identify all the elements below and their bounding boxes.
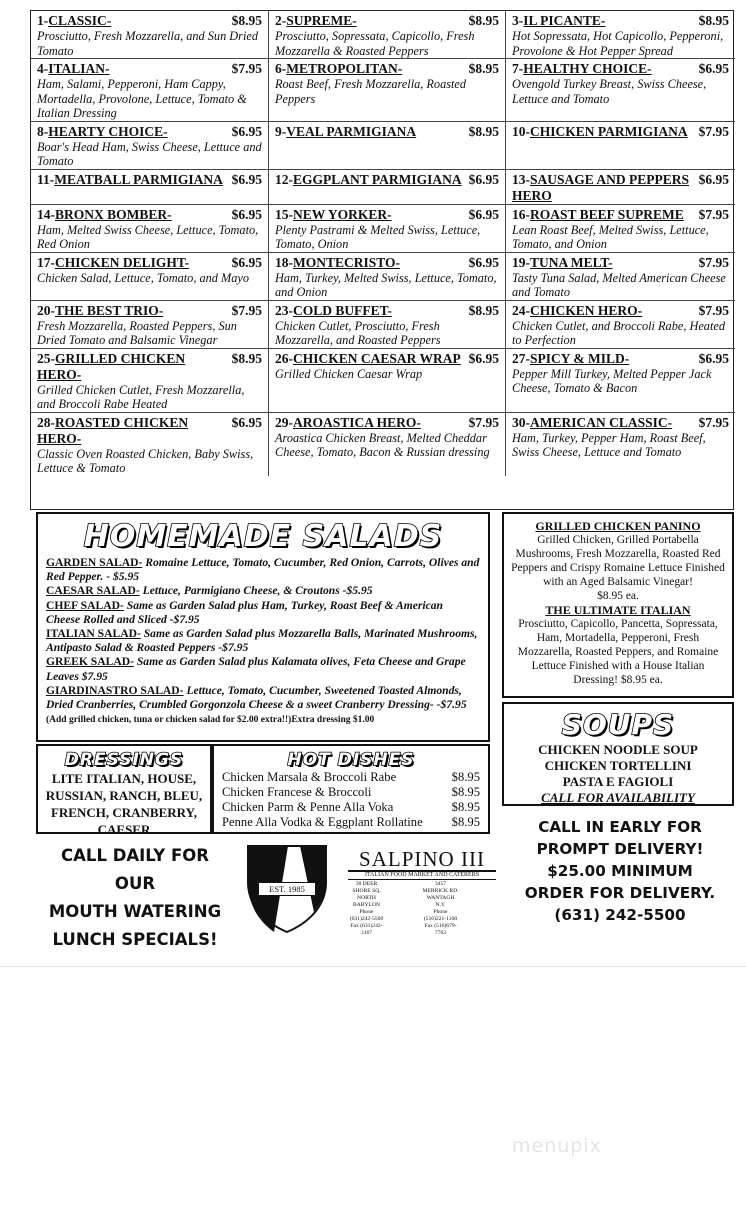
store-name: SALPINO III xyxy=(348,848,496,872)
menu-item-desc: Roast Beef, Fresh Mozzarella, Roasted Peppers xyxy=(275,77,467,106)
lunch-line: LUNCH SPECIALS! xyxy=(52,930,218,949)
menu-item-name xyxy=(512,207,684,223)
menu-item-name xyxy=(37,303,163,319)
salad-desc: Romaine Lettuce, Tomato, Cucumber, Red Onion, Carrots, Olives and Red Pepper. - $5.95 xyxy=(46,556,480,584)
menu-item-price: $7.95 xyxy=(698,254,729,270)
menu-item xyxy=(31,301,269,349)
salads-title: HOMEMADE SALADS xyxy=(83,519,443,554)
watermark: menupix xyxy=(512,1135,602,1157)
panino-desc: Grilled Chicken, Grilled Portabella Mushrooms, Fresh Mozzarella, Roasted Red Peppers and Crispy Romaine Lettuce Finished with an Aged Balsamic Vinegar! xyxy=(511,534,725,588)
salad-item xyxy=(46,684,480,728)
salad-desc: Same as Garden Salad plus Kalamata olives, Feta Cheese and Grape Leaves $7.95 xyxy=(46,655,466,683)
menu-item-desc: Chicken Cutlet, Prosciutto, Fresh Mozzarella, and Roasted Peppers xyxy=(275,318,441,347)
salpino-logo xyxy=(348,848,496,937)
menu-item-title: SPICY & MILD- xyxy=(530,350,630,366)
menu-item-name xyxy=(275,255,400,271)
menu-item-price: $6.95 xyxy=(231,206,262,222)
menu-item-desc: Grilled Chicken Caesar Wrap xyxy=(275,366,423,381)
menu-item-number: 25- xyxy=(37,350,55,366)
menu-item-name xyxy=(37,351,232,383)
salad-item xyxy=(46,599,480,627)
menu-item-number: 1- xyxy=(37,13,49,28)
menu-item-desc: Prosciutto, Sopressata, Capicollo, Fresh Mozzarella & Roasted Peppers xyxy=(275,29,475,58)
address-line: Phone (631)242-5500 xyxy=(349,909,384,922)
menu-item-price: $8.95 xyxy=(468,13,499,28)
address-line: Phone (516)221-1100 xyxy=(423,909,458,922)
menu-item-title: SAUSAGE AND PEPPERS HERO xyxy=(512,171,690,203)
menu-item-desc: Classic Oven Roasted Chicken, Baby Swiss, Lettuce & Tomato xyxy=(37,446,254,475)
address-line: Fax (631)242-3167 xyxy=(350,923,383,936)
menu-item xyxy=(269,59,506,122)
menu-item-number: 4- xyxy=(37,61,49,76)
menu-item-title: CHICKEN CAESAR WRAP xyxy=(293,350,461,366)
menu-item-price: $8.95 xyxy=(231,13,262,28)
menu-item-title: SUPREME- xyxy=(286,13,357,28)
hot-dishes-title: HOT DISHES xyxy=(287,750,415,770)
address-line: WANTAGH N.Y. xyxy=(426,895,455,908)
delivery-line: CALL IN EARLY FOR xyxy=(538,818,702,836)
menu-item-number: 29- xyxy=(275,414,293,430)
menu-item-name xyxy=(37,172,223,188)
menu-item-desc: Grilled Chicken Cutlet, Fresh Mozzarella, and Broccoli Rabe Heated xyxy=(37,382,245,411)
menu-item-name xyxy=(37,13,111,29)
menu-item-name xyxy=(275,124,416,140)
menu-item-number: 15- xyxy=(275,206,293,222)
menu-item-title: CHICKEN DELIGHT- xyxy=(55,254,190,270)
salad-name: GIARDINASTRO SALAD- xyxy=(46,683,184,697)
hot-dish-item xyxy=(222,815,480,830)
menu-item-price: $6.95 xyxy=(231,171,262,187)
menu-item-name xyxy=(512,172,699,204)
salad-name: CHEF SALAD- xyxy=(46,598,124,612)
address-line: 38 DEER SHORE SQ. xyxy=(352,881,381,894)
menu-item-name xyxy=(512,415,672,431)
menu-item-number: 6- xyxy=(275,61,287,76)
menu-item xyxy=(506,122,735,170)
hot-dish-price: $8.95 xyxy=(451,815,480,829)
salad-desc: Same as Garden Salad plus Ham, Turkey, Roast Beef & American Cheese Rolled and Sliced -$7.95 xyxy=(46,598,444,626)
menu-item xyxy=(269,205,506,253)
menu-item-number: 24- xyxy=(512,302,530,318)
menu-item-title: ROAST BEEF SUPREME xyxy=(530,206,684,222)
panino-title: GRILLED CHICKEN PANINO xyxy=(535,519,701,533)
menu-item-title: ITALIAN- xyxy=(48,61,110,76)
menu-item xyxy=(506,253,735,301)
menu-item xyxy=(269,349,506,413)
store-subtitle: ITALIAN FOOD MARKET AND CATERERS xyxy=(348,872,496,880)
menu-item-number: 17- xyxy=(37,254,55,270)
ultimate-italian-desc: Prosciutto, Capicollo, Pancetta, Sopressata, Ham, Mortadella, Pepperoni, Fresh Mozzarella, Roasted Peppers, and Romaine Lettuce Finished with a House Italian Dressing! $8.95 ea. xyxy=(517,618,719,686)
menu-item-price: $6.95 xyxy=(698,350,729,366)
hot-dish-item xyxy=(222,785,480,800)
salad-list xyxy=(46,556,480,727)
lunch-specials xyxy=(40,842,230,954)
ultimate-italian-title: THE ULTIMATE ITALIAN xyxy=(545,603,691,617)
menu-item-number: 8- xyxy=(37,123,49,139)
salad-extra-note: (Add grilled chicken, tuna or chicken salad for $2.00 extra!!)Extra dressing $1.00 xyxy=(46,715,375,726)
menu-item-name xyxy=(512,303,642,319)
menu-item-price: $6.95 xyxy=(231,123,262,139)
menu-item-name xyxy=(512,351,629,367)
menu-item-number: 28- xyxy=(37,414,55,430)
menu-item xyxy=(31,413,269,476)
delivery-line: $25.00 MINIMUM xyxy=(547,862,693,880)
menu-item-title: MONTECRISTO- xyxy=(293,254,401,270)
menu-item-price: $6.95 xyxy=(468,350,499,366)
hot-dishes-box xyxy=(212,744,490,834)
salad-item xyxy=(46,584,480,598)
menu-item-desc: Tasty Tuna Salad, Melted American Cheese and Tomato xyxy=(512,270,726,299)
soups-box xyxy=(502,702,734,806)
menu-item xyxy=(269,170,506,205)
soup-item: CHICKEN TORTELLINI xyxy=(544,758,692,773)
menu-item xyxy=(506,170,735,205)
menu-item-title: EGGPLANT PARMIGIANA xyxy=(293,171,462,187)
menu-item xyxy=(269,253,506,301)
menu-item xyxy=(269,413,506,476)
panino-box xyxy=(502,512,734,698)
menu-item xyxy=(506,301,735,349)
menu-item-name xyxy=(275,415,421,431)
menu-item-price: $7.95 xyxy=(231,302,262,318)
menu-item-price: $7.95 xyxy=(698,123,729,139)
menu-item-desc: Ham, Turkey, Pepper Ham, Roast Beef, Swiss Cheese, Lettuce and Tomato xyxy=(512,430,706,459)
menu-item xyxy=(31,11,269,59)
menu-item-price: $6.95 xyxy=(231,414,262,430)
menu-item-number: 11- xyxy=(37,171,55,187)
menu-item-title: BRONX BOMBER- xyxy=(55,206,172,222)
delivery-line: ORDER FOR DELIVERY. xyxy=(524,884,716,902)
salad-desc: Lettuce, Parmigiano Cheese, & Croutons -$5.95 xyxy=(139,584,373,598)
hot-dish-name: Chicken Parm & Penne Alla Voka xyxy=(222,800,394,814)
menu-item-title: TUNA MELT- xyxy=(530,254,613,270)
menu-item-desc: Ham, Turkey, Melted Swiss, Lettuce, Tomato, and Onion xyxy=(275,270,497,299)
menu-item-name xyxy=(512,124,688,140)
menu-item-title: HEALTHY CHOICE- xyxy=(523,61,652,76)
menu-item-name xyxy=(275,61,402,77)
menu-item-number: 12- xyxy=(275,171,293,187)
menu-item xyxy=(506,11,735,59)
est-label: EST. 1985 xyxy=(258,882,316,896)
menu-item-title: AMERICAN CLASSIC- xyxy=(530,414,673,430)
menu-item-price: $8.95 xyxy=(698,13,729,28)
shield-logo-icon xyxy=(244,842,330,934)
menu-item-name xyxy=(275,172,462,188)
menu-item-price: $6.95 xyxy=(468,171,499,187)
menu-item-number: 14- xyxy=(37,206,55,222)
lunch-line: CALL DAILY FOR OUR xyxy=(61,846,209,893)
soup-availability: CALL FOR AVAILABILITY xyxy=(541,790,695,805)
menu-item-name xyxy=(275,13,357,29)
menu-item-name xyxy=(37,207,172,223)
sandwich-menu-grid xyxy=(30,10,734,510)
menu-item-desc: Pepper Mill Turkey, Melted Pepper Jack Cheese, Tomato & Bacon xyxy=(512,366,712,395)
dressings-title: DRESSINGS xyxy=(64,750,184,770)
salad-item xyxy=(46,655,480,683)
menu-item-desc: Prosciutto, Fresh Mozzarella, and Sun Dried Tomato xyxy=(37,29,258,58)
menu-item-number: 2- xyxy=(275,13,287,28)
hot-dish-item xyxy=(222,800,480,815)
dressings-box xyxy=(36,744,212,837)
menu-item-number: 3- xyxy=(512,13,524,28)
menu-item-number: 10- xyxy=(512,123,530,139)
soups-title: SOUPS xyxy=(561,708,675,741)
menu-item-name xyxy=(37,61,110,77)
menu-item-price: $8.95 xyxy=(231,350,262,366)
menu-item-title: CHICKEN HERO- xyxy=(530,302,643,318)
menu-item-title: CLASSIC- xyxy=(48,13,112,28)
soup-item: CHICKEN NOODLE SOUP xyxy=(538,742,698,757)
menu-item xyxy=(31,59,269,122)
salad-name: GARDEN SALAD- xyxy=(46,556,143,569)
menu-item-name xyxy=(37,255,189,271)
divider xyxy=(0,966,746,967)
salad-item xyxy=(46,627,480,655)
hot-dish-name: Chicken Francese & Broccoli xyxy=(222,785,372,799)
menu-item-name xyxy=(37,415,232,447)
menu-item-title: NEW YORKER- xyxy=(293,206,392,222)
menu-item-name xyxy=(275,351,461,367)
menu-item-price: $8.95 xyxy=(468,61,499,76)
menu-item-price: $8.95 xyxy=(468,302,499,318)
menu-item xyxy=(269,11,506,59)
menu-item-price: $6.95 xyxy=(698,61,729,76)
salad-desc: Lettuce, Tomato, Cucumber, Sweetened Toasted Almonds, Dried Cranberries, Crumbled Gorgonzola Cheese & a sweet Cranberry Dressing- -$7.95 xyxy=(46,683,467,712)
lunch-line: MOUTH WATERING xyxy=(48,902,222,921)
menu-item-price: $8.95 xyxy=(468,123,499,139)
salad-name: GREEK SALAD- xyxy=(46,655,134,669)
menu-item-title: MEATBALL PARMIGIANA xyxy=(54,171,223,187)
menu-item xyxy=(31,349,269,413)
menu-item xyxy=(31,122,269,170)
menu-item-title: COLD BUFFET- xyxy=(293,302,392,318)
menu-item-desc: Lean Roast Beef, Melted Swiss, Lettuce, Tomato, and Onion xyxy=(512,222,709,251)
salad-name: ITALIAN SALAD- xyxy=(46,627,141,641)
address-line: 3457 MERRICK RD. xyxy=(422,881,459,894)
menu-item-price: $7.95 xyxy=(468,414,499,430)
menu-item-number: 26- xyxy=(275,350,293,366)
homemade-salads-box xyxy=(36,512,490,742)
menu-item-number: 18- xyxy=(275,254,293,270)
hot-dish-item xyxy=(222,770,480,785)
menu-item-title: CHICKEN PARMIGIANA xyxy=(530,123,688,139)
salad-item xyxy=(46,556,480,584)
menu-item xyxy=(31,253,269,301)
menu-item-name xyxy=(275,303,392,319)
menu-item-number: 16- xyxy=(512,206,530,222)
delivery-info xyxy=(500,816,740,926)
menu-item xyxy=(506,59,735,122)
soup-item: PASTA E FAGIOLI xyxy=(562,774,674,789)
hot-dish-name: Chicken Marsala & Broccoli Rabe xyxy=(222,770,397,784)
menu-item-desc: Ham, Melted Swiss Cheese, Lettuce, Tomato, Red Onion xyxy=(37,222,259,251)
menu-item-price: $6.95 xyxy=(231,254,262,270)
menu-item-number: 23- xyxy=(275,302,293,318)
menu-item xyxy=(269,301,506,349)
hot-dish-name: Penne Alla Vodka & Eggplant Rollatine xyxy=(222,815,423,829)
menu-item-number: 30- xyxy=(512,414,530,430)
menu-item-number: 9- xyxy=(275,123,287,139)
menu-item-title: HEARTY CHOICE- xyxy=(48,123,168,139)
menu-item xyxy=(269,122,506,170)
menu-item-desc: Chicken Cutlet, and Broccoli Rabe, Heated to Perfection xyxy=(512,318,725,347)
menu-item-number: 27- xyxy=(512,350,530,366)
menu-item-title: ROASTED CHICKEN HERO- xyxy=(37,414,189,446)
menu-item-desc: Chicken Salad, Lettuce, Tomato, and Mayo xyxy=(37,270,249,285)
menu-item-desc: Fresh Mozzarella, Roasted Peppers, Sun Dried Tomato and Balsamic Vinegar xyxy=(37,318,237,347)
menu-item-name xyxy=(512,255,613,271)
delivery-line: PROMPT DELIVERY! xyxy=(536,840,704,858)
hot-dishes-list xyxy=(222,770,480,830)
menu-item-number: 7- xyxy=(512,61,524,76)
menu-item xyxy=(31,170,269,205)
panino-price: $8.95 ea. xyxy=(597,590,639,602)
menu-item-name xyxy=(512,13,605,29)
phone-number: (631) 242-5500 xyxy=(554,906,686,924)
menu-item-name xyxy=(512,61,652,77)
menu-item-number: 20- xyxy=(37,302,55,318)
menu-item xyxy=(31,205,269,253)
menu-item-desc: Ham, Salami, Pepperoni, Ham Cappy, Mortadella, Provolone, Lettuce, Tomato & Italian Dressing xyxy=(37,77,247,120)
address-line: Fax (516)679-7763 xyxy=(424,923,457,936)
menu-item-price: $7.95 xyxy=(698,414,729,430)
menu-item-title: AROASTICA HERO- xyxy=(293,414,421,430)
menu-item-price: $6.95 xyxy=(468,254,499,270)
menu-item-title: VEAL PARMIGIANA xyxy=(286,123,417,139)
menu-item-desc: Boar's Head Ham, Swiss Cheese, Lettuce and Tomato xyxy=(37,139,262,168)
menu-item-name xyxy=(275,207,392,223)
menu-item-price: $7.95 xyxy=(231,61,262,76)
menu-item-title: GRILLED CHICKEN HERO- xyxy=(37,350,186,382)
menu-item-price: $6.95 xyxy=(698,171,729,187)
menu-item-number: 19- xyxy=(512,254,530,270)
menu-item-price: $7.95 xyxy=(698,206,729,222)
menu-item xyxy=(506,349,735,413)
dressings-list: LITE ITALIAN, HOUSE, RUSSIAN, RANCH, BLEU, FRENCH, CRANBERRY, CAESER xyxy=(45,771,203,837)
menu-item-title: IL PICANTE- xyxy=(523,13,606,28)
menu-item xyxy=(506,413,735,476)
hot-dish-price: $8.95 xyxy=(451,800,480,814)
menu-item-desc: Ovengold Turkey Breast, Swiss Cheese, Lettuce and Tomato xyxy=(512,77,707,106)
menu-item-desc: Plenty Pastrami & Melted Swiss, Lettuce, Tomato, Onion xyxy=(275,222,481,251)
menu-item-number: 13- xyxy=(512,171,530,187)
menu-item-name xyxy=(37,124,168,140)
menu-item-title: METROPOLITAN- xyxy=(286,61,403,76)
menu-item-price: $7.95 xyxy=(698,302,729,318)
hot-dish-price: $8.95 xyxy=(451,770,480,784)
menu-item-title: THE BEST TRIO- xyxy=(55,302,164,318)
hot-dish-price: $8.95 xyxy=(451,785,480,799)
salad-desc: Same as Garden Salad plus Mozzarella Balls, Marinated Mushrooms, Antipasto Salad & Roasted Peppers -$7.95 xyxy=(46,627,478,655)
menu-item-price: $6.95 xyxy=(468,206,499,222)
menu-item-desc: Hot Sopressata, Hot Capicollo, Pepperoni, Provolone & Hot Pepper Spread xyxy=(512,29,724,58)
menu-item-desc: Aroastica Chicken Breast, Melted Cheddar Cheese, Tomato, Bacon & Russian dressing xyxy=(275,430,490,459)
menu-item xyxy=(506,205,735,253)
salad-name: CAESAR SALAD- xyxy=(46,584,140,598)
address-line: NORTH BABYLON xyxy=(352,895,381,908)
